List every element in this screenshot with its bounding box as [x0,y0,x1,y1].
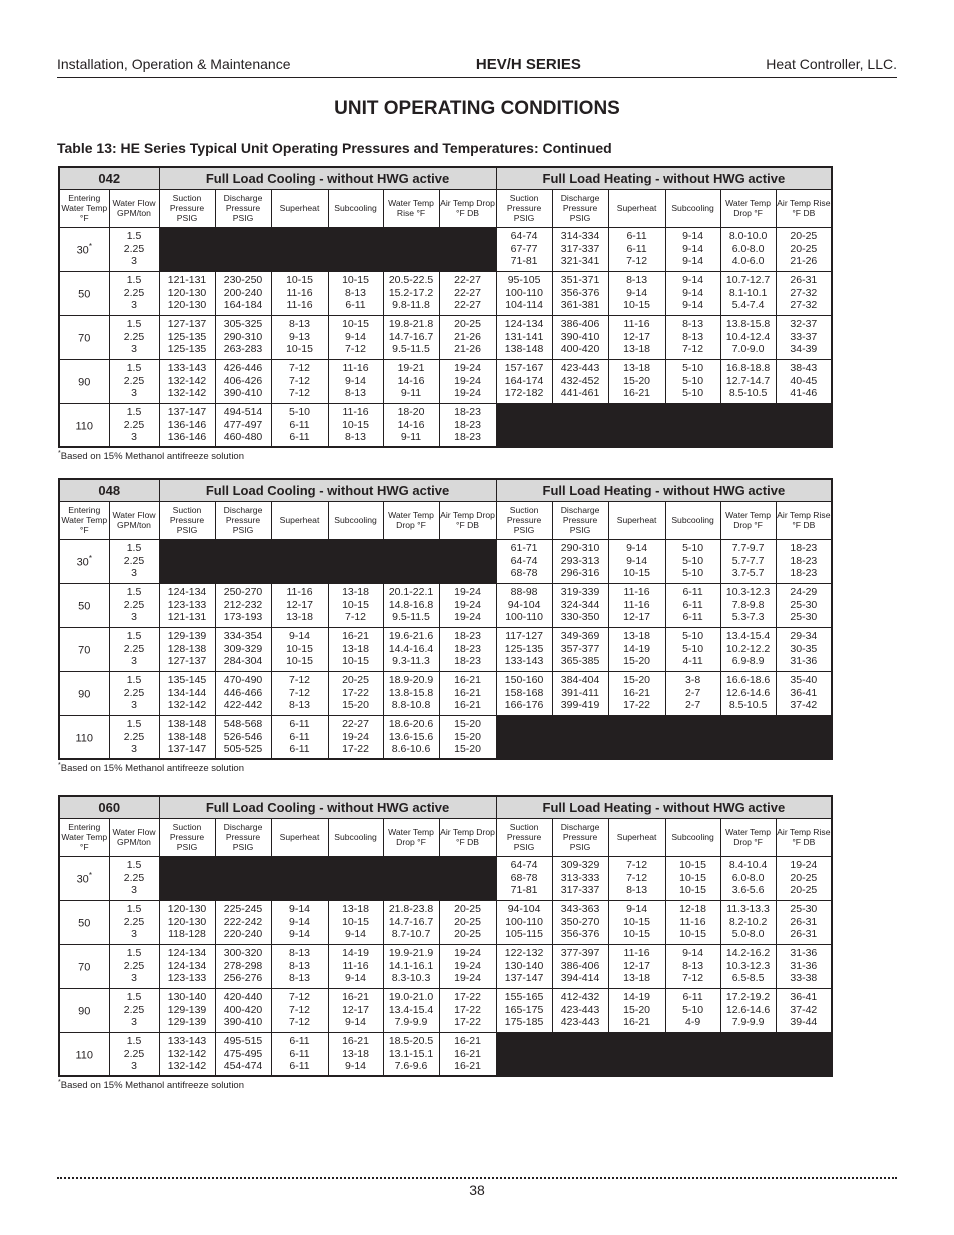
heating-value-cell: 25-30 26-31 26-31 [776,900,832,944]
entering-water-temp: 50 [59,900,109,944]
heating-value-cell: 9-14 9-14 9-14 [665,227,720,271]
column-header: Water Temp Drop °F [383,818,439,856]
cooling-value-cell: 20-25 21-26 21-26 [439,315,496,359]
column-header: Subcooling [328,189,383,227]
heating-value-cell: 412-432 423-443 423-443 [552,988,608,1032]
heating-value-cell: 155-165 165-175 175-185 [496,988,552,1032]
model-number: 048 [59,479,159,501]
heating-value-cell: 11-16 11-16 12-17 [608,583,665,627]
cooling-value-cell: 21.8-23.8 14.7-16.7 8.7-10.7 [383,900,439,944]
column-header: Subcooling [328,818,383,856]
column-header: Water Temp Drop °F [720,501,776,539]
column-header: Discharge Pressure PSIG [215,189,271,227]
heating-value-cell: 19-24 20-25 20-25 [776,856,832,900]
cooling-value-cell: 495-515 475-495 454-474 [215,1032,271,1076]
cooling-value-cell: 133-143 132-142 132-142 [159,359,215,403]
operating-table [58,166,833,448]
cooling-value-cell: 19.0-21.0 13.4-15.4 7.9-9.9 [383,988,439,1032]
heating-header: Full Load Heating - without HWG active [496,479,832,501]
heating-value-cell: 5-10 5-10 4-11 [665,627,720,671]
cooling-value-cell: 138-148 138-148 137-147 [159,715,215,759]
cooling-value-cell: 130-140 129-139 129-139 [159,988,215,1032]
cooling-value-cell: 11-16 10-15 8-13 [328,403,383,447]
entering-water-temp: 90 [59,988,109,1032]
cooling-value-cell: 127-137 125-135 125-135 [159,315,215,359]
column-header: Water Flow GPM/ton [109,818,159,856]
operating-table [58,795,833,1077]
table-row [59,227,832,271]
cooling-value-cell: 124-134 124-134 123-133 [159,944,215,988]
heating-value-cell: 18-23 18-23 18-23 [776,539,832,583]
table-caption: Table 13: HE Series Typical Unit Operating Pressures and Temperatures: Continued [57,140,612,156]
cooling-value-cell: 11-16 12-17 13-18 [271,583,328,627]
cooling-value-cell: 20-25 17-22 15-20 [328,671,383,715]
heating-value-cell: 7-12 7-12 8-13 [608,856,665,900]
cooling-value-cell: 19-24 19-24 19-24 [439,359,496,403]
column-header: Superheat [608,818,665,856]
cooling-value-cell: 129-139 128-138 127-137 [159,627,215,671]
heating-value-cell: 9-14 10-15 10-15 [608,900,665,944]
footnote-asterisk: * [58,1079,61,1086]
heating-unavailable-block [496,715,832,759]
water-flow-cell: 1.5 2.25 3 [109,856,159,900]
cooling-value-cell: 16-21 13-18 10-15 [328,627,383,671]
model-number: 060 [59,796,159,818]
cooling-value-cell: 22-27 22-27 22-27 [439,271,496,315]
column-header: Suction Pressure PSIG [159,818,215,856]
page-header [57,53,897,75]
heating-value-cell: 117-127 125-135 133-143 [496,627,552,671]
column-header: Superheat [271,818,328,856]
cooling-value-cell: 135-145 134-144 132-142 [159,671,215,715]
cooling-value-cell: 133-143 132-142 132-142 [159,1032,215,1076]
cooling-value-cell: 13-18 10-15 7-12 [328,583,383,627]
table-row [59,856,832,900]
footnote-text: Based on 15% Methanol antifreeze solution [60,1080,244,1092]
table-row [59,988,832,1032]
entering-water-temp: 30* [59,539,109,583]
cooling-value-cell: 18-20 14-16 9-11 [383,403,439,447]
table-row [59,271,832,315]
heating-value-cell: 314-334 317-337 321-341 [552,227,608,271]
heating-value-cell: 64-74 68-78 71-81 [496,856,552,900]
heating-value-cell: 319-339 324-344 330-350 [552,583,608,627]
heating-value-cell: 61-71 64-74 68-78 [496,539,552,583]
operating-table-048 [58,478,831,760]
cooling-value-cell: 494-514 477-497 460-480 [215,403,271,447]
entering-water-temp: 110 [59,715,109,759]
heating-value-cell: 36-41 37-42 39-44 [776,988,832,1032]
column-header: Suction Pressure PSIG [496,501,552,539]
table-row [59,403,832,447]
cooling-value-cell: 11-16 9-14 8-13 [328,359,383,403]
cooling-value-cell: 305-325 290-310 263-283 [215,315,271,359]
water-flow-cell: 1.5 2.25 3 [109,715,159,759]
cooling-value-cell: 470-490 446-466 422-442 [215,671,271,715]
heating-value-cell: 423-443 432-452 441-461 [552,359,608,403]
column-header: Air Temp Drop °F DB [439,189,496,227]
column-header: Air Temp Drop °F DB [439,501,496,539]
column-header: Air Temp Rise °F DB [776,189,832,227]
footnote-text: Based on 15% Methanol antifreeze solution [60,763,244,775]
footnote-060 [58,1079,244,1091]
cooling-value-cell: 426-446 406-426 390-410 [215,359,271,403]
heating-value-cell: 309-329 313-333 317-337 [552,856,608,900]
heating-value-cell: 20-25 20-25 21-26 [776,227,832,271]
footnote-asterisk: * [58,762,61,769]
column-header: Suction Pressure PSIG [159,501,215,539]
entering-water-temp: 30* [59,227,109,271]
heating-value-cell: 349-369 357-377 365-385 [552,627,608,671]
column-header: Water Temp Rise °F [383,189,439,227]
heating-value-cell: 31-36 31-36 33-38 [776,944,832,988]
table-row [59,539,832,583]
cooling-value-cell: 18.9-20.9 13.8-15.8 8.8-10.8 [383,671,439,715]
column-header: Discharge Pressure PSIG [552,189,608,227]
footnote-042 [58,450,244,462]
cooling-header: Full Load Cooling - without HWG active [159,167,496,189]
heating-value-cell: 7.7-9.7 5.7-7.7 3.7-5.7 [720,539,776,583]
heating-value-cell: 290-310 293-313 296-316 [552,539,608,583]
cooling-value-cell: 137-147 136-146 136-146 [159,403,215,447]
water-flow-cell: 1.5 2.25 3 [109,1032,159,1076]
cooling-value-cell: 20.5-22.5 15.2-17.2 9.8-11.8 [383,271,439,315]
page-title: UNIT OPERATING CONDITIONS [334,98,620,119]
cooling-value-cell: 18-23 18-23 18-23 [439,627,496,671]
column-header: Subcooling [665,818,720,856]
table-row [59,900,832,944]
column-header: Subcooling [665,189,720,227]
footer-rule [57,1177,897,1179]
table-row [59,359,832,403]
column-header: Subcooling [328,501,383,539]
column-header: Subcooling [665,501,720,539]
entering-water-temp: 70 [59,315,109,359]
heating-value-cell: 150-160 158-168 166-176 [496,671,552,715]
cooling-header: Full Load Cooling - without HWG active [159,796,496,818]
water-flow-cell: 1.5 2.25 3 [109,227,159,271]
heating-value-cell: 122-132 130-140 137-147 [496,944,552,988]
cooling-value-cell: 17-22 17-22 17-22 [439,988,496,1032]
column-header: Water Temp Drop °F [720,189,776,227]
cooling-value-cell: 7-12 7-12 7-12 [271,359,328,403]
heating-value-cell: 8.4-10.4 6.0-8.0 3.6-5.6 [720,856,776,900]
heating-value-cell: 32-37 33-37 34-39 [776,315,832,359]
column-header: Discharge Pressure PSIG [552,501,608,539]
cooling-value-cell: 18.5-20.5 13.1-15.1 7.6-9.6 [383,1032,439,1076]
table-row [59,315,832,359]
heating-value-cell: 17.2-19.2 12.6-14.6 7.9-9.9 [720,988,776,1032]
heating-value-cell: 14.2-16.2 10.3-12.3 6.5-8.5 [720,944,776,988]
cooling-value-cell: 19-24 19-24 19-24 [439,944,496,988]
heating-value-cell: 14-19 15-20 16-21 [608,988,665,1032]
cooling-value-cell: 6-11 6-11 6-11 [271,1032,328,1076]
cooling-value-cell: 300-320 278-298 256-276 [215,944,271,988]
column-header: Water Flow GPM/ton [109,501,159,539]
heating-unavailable-block [496,403,832,447]
entering-water-temp: 110 [59,403,109,447]
cooling-value-cell: 18-23 18-23 18-23 [439,403,496,447]
heating-value-cell: 343-363 350-270 356-376 [552,900,608,944]
cooling-value-cell: 16-21 16-21 16-21 [439,671,496,715]
cooling-value-cell: 10-15 11-16 11-16 [271,271,328,315]
heating-value-cell: 94-104 100-110 105-115 [496,900,552,944]
table-row [59,671,832,715]
cooling-value-cell: 19-24 19-24 19-24 [439,583,496,627]
column-header: Air Temp Rise °F DB [776,818,832,856]
heating-value-cell: 6-11 6-11 6-11 [665,583,720,627]
entering-water-temp: 70 [59,627,109,671]
operating-table-042 [58,166,831,448]
heating-value-cell: 351-371 356-376 361-381 [552,271,608,315]
heating-value-cell: 11-16 12-17 13-18 [608,315,665,359]
column-header: Air Temp Drop °F DB [439,818,496,856]
heating-header: Full Load Heating - without HWG active [496,796,832,818]
cooling-value-cell: 225-245 222-242 220-240 [215,900,271,944]
table-row [59,1032,832,1076]
heating-value-cell: 8.0-10.0 6.0-8.0 4.0-6.0 [720,227,776,271]
heating-value-cell: 10-15 10-15 10-15 [665,856,720,900]
cooling-value-cell: 5-10 6-11 6-11 [271,403,328,447]
column-header: Discharge Pressure PSIG [552,818,608,856]
cooling-value-cell: 20.1-22.1 14.8-16.8 9.5-11.5 [383,583,439,627]
column-header: Air Temp Rise °F DB [776,501,832,539]
cooling-value-cell: 16-21 16-21 16-21 [439,1032,496,1076]
heating-value-cell: 29-34 30-35 31-36 [776,627,832,671]
heating-value-cell: 10.3-12.3 7.8-9.8 5.3-7.3 [720,583,776,627]
heating-value-cell: 13-18 15-20 16-21 [608,359,665,403]
cooling-value-cell: 10-15 9-14 7-12 [328,315,383,359]
entering-water-temp: 90 [59,359,109,403]
heating-value-cell: 13.4-15.4 10.2-12.2 6.9-8.9 [720,627,776,671]
cooling-value-cell: 15-20 15-20 15-20 [439,715,496,759]
entering-water-temp: 110 [59,1032,109,1076]
cooling-value-cell: 548-568 526-546 505-525 [215,715,271,759]
cooling-header: Full Load Cooling - without HWG active [159,479,496,501]
column-header: Entering Water Temp °F [59,818,109,856]
cooling-value-cell: 121-131 120-130 120-130 [159,271,215,315]
heating-value-cell: 15-20 16-21 17-22 [608,671,665,715]
entering-water-temp: 50 [59,271,109,315]
water-flow-cell: 1.5 2.25 3 [109,627,159,671]
cooling-value-cell: 6-11 6-11 6-11 [271,715,328,759]
water-flow-cell: 1.5 2.25 3 [109,315,159,359]
column-header: Suction Pressure PSIG [159,189,215,227]
header-company: Heat Controller, LLC. [766,56,897,72]
heating-value-cell: 157-167 164-174 172-182 [496,359,552,403]
column-header: Superheat [271,189,328,227]
heating-value-cell: 35-40 36-41 37-42 [776,671,832,715]
heating-value-cell: 6-11 6-11 7-12 [608,227,665,271]
operating-table [58,478,833,760]
heating-value-cell: 13.8-15.8 10.4-12.4 7.0-9.0 [720,315,776,359]
heating-value-cell: 12-18 11-16 10-15 [665,900,720,944]
table-row [59,583,832,627]
heating-value-cell: 124-134 131-141 138-148 [496,315,552,359]
heating-header: Full Load Heating - without HWG active [496,167,832,189]
heating-value-cell: 64-74 67-77 71-81 [496,227,552,271]
table-row [59,944,832,988]
column-header: Discharge Pressure PSIG [215,501,271,539]
heating-value-cell: 38-43 40-45 41-46 [776,359,832,403]
cooling-value-cell: 14-19 11-16 9-14 [328,944,383,988]
heating-value-cell: 11-16 12-17 13-18 [608,944,665,988]
heating-value-cell: 13-18 14-19 15-20 [608,627,665,671]
footnote-text: Based on 15% Methanol antifreeze solution [60,451,244,463]
cooling-value-cell: 7-12 7-12 8-13 [271,671,328,715]
column-header: Entering Water Temp °F [59,501,109,539]
footnote-asterisk: * [58,450,61,457]
page-number: 38 [469,1182,485,1198]
cooling-value-cell: 334-354 309-329 284-304 [215,627,271,671]
heating-value-cell: 16.8-18.8 12.7-14.7 8.5-10.5 [720,359,776,403]
column-header: Water Temp Drop °F [720,818,776,856]
cooling-value-cell: 230-250 200-240 164-184 [215,271,271,315]
cooling-value-cell: 16-21 12-17 9-14 [328,988,383,1032]
cooling-value-cell: 19-21 14-16 9-11 [383,359,439,403]
cooling-value-cell: 13-18 10-15 9-14 [328,900,383,944]
column-header: Superheat [608,501,665,539]
heating-value-cell: 16.6-18.6 12.6-14.6 8.5-10.5 [720,671,776,715]
water-flow-cell: 1.5 2.25 3 [109,403,159,447]
heating-value-cell: 9-14 9-14 10-15 [608,539,665,583]
cooling-value-cell: 20-25 20-25 20-25 [439,900,496,944]
water-flow-cell: 1.5 2.25 3 [109,539,159,583]
cooling-value-cell: 18.6-20.6 13.6-15.6 8.6-10.6 [383,715,439,759]
heating-value-cell: 11.3-13.3 8.2-10.2 5.0-8.0 [720,900,776,944]
heating-value-cell: 5-10 5-10 5-10 [665,539,720,583]
cooling-value-cell: 8-13 8-13 8-13 [271,944,328,988]
cooling-value-cell: 19.8-21.8 14.7-16.7 9.5-11.5 [383,315,439,359]
column-header: Suction Pressure PSIG [496,189,552,227]
heating-value-cell: 3-8 2-7 2-7 [665,671,720,715]
cooling-value-cell: 9-14 9-14 9-14 [271,900,328,944]
column-header: Water Flow GPM/ton [109,189,159,227]
header-rule [57,77,897,78]
operating-table-060 [58,795,831,1077]
heating-value-cell: 26-31 27-32 27-32 [776,271,832,315]
cooling-value-cell: 8-13 9-13 10-15 [271,315,328,359]
cooling-value-cell: 124-134 123-133 121-131 [159,583,215,627]
cooling-value-cell: 250-270 212-232 173-193 [215,583,271,627]
cooling-value-cell: 9-14 10-15 10-15 [271,627,328,671]
column-header: Water Temp Drop °F [383,501,439,539]
cooling-value-cell: 10-15 8-13 6-11 [328,271,383,315]
water-flow-cell: 1.5 2.25 3 [109,988,159,1032]
column-header: Discharge Pressure PSIG [215,818,271,856]
heating-value-cell: 9-14 9-14 9-14 [665,271,720,315]
heating-value-cell: 88-98 94-104 100-110 [496,583,552,627]
heating-value-cell: 384-404 391-411 399-419 [552,671,608,715]
entering-water-temp: 30* [59,856,109,900]
header-series: HEV/H SERIES [475,55,581,73]
column-header: Superheat [608,189,665,227]
heating-value-cell: 9-14 8-13 7-12 [665,944,720,988]
heating-value-cell: 10.7-12.7 8.1-10.1 5.4-7.4 [720,271,776,315]
heating-unavailable-block [496,1032,832,1076]
water-flow-cell: 1.5 2.25 3 [109,271,159,315]
entering-water-temp: 90 [59,671,109,715]
cooling-value-cell: 22-27 19-24 17-22 [328,715,383,759]
water-flow-cell: 1.5 2.25 3 [109,900,159,944]
model-number: 042 [59,167,159,189]
entering-water-temp: 70 [59,944,109,988]
cooling-value-cell: 19.9-21.9 14.1-16.1 8.3-10.3 [383,944,439,988]
cooling-value-cell: 19.6-21.6 14.4-16.4 9.3-11.3 [383,627,439,671]
table-row [59,715,832,759]
heating-value-cell: 8-13 8-13 7-12 [665,315,720,359]
heating-value-cell: 95-105 100-110 104-114 [496,271,552,315]
cooling-value-cell: 420-440 400-420 390-410 [215,988,271,1032]
heating-value-cell: 6-11 5-10 4-9 [665,988,720,1032]
water-flow-cell: 1.5 2.25 3 [109,359,159,403]
header-doc-type: Installation, Operation & Maintenance [57,56,291,72]
column-header: Suction Pressure PSIG [496,818,552,856]
cooling-value-cell: 7-12 7-12 7-12 [271,988,328,1032]
heating-value-cell: 5-10 5-10 5-10 [665,359,720,403]
cooling-value-cell: 16-21 13-18 9-14 [328,1032,383,1076]
heating-value-cell: 24-29 25-30 25-30 [776,583,832,627]
water-flow-cell: 1.5 2.25 3 [109,583,159,627]
cooling-value-cell: 120-130 120-130 118-128 [159,900,215,944]
cooling-unavailable-block [159,539,496,583]
water-flow-cell: 1.5 2.25 3 [109,944,159,988]
water-flow-cell: 1.5 2.25 3 [109,671,159,715]
heating-value-cell: 8-13 9-14 10-15 [608,271,665,315]
cooling-unavailable-block [159,227,496,271]
cooling-unavailable-block [159,856,496,900]
table-row [59,627,832,671]
column-header: Superheat [271,501,328,539]
column-header: Entering Water Temp °F [59,189,109,227]
heating-value-cell: 386-406 390-410 400-420 [552,315,608,359]
entering-water-temp: 50 [59,583,109,627]
footnote-048 [58,762,244,774]
heating-value-cell: 377-397 386-406 394-414 [552,944,608,988]
